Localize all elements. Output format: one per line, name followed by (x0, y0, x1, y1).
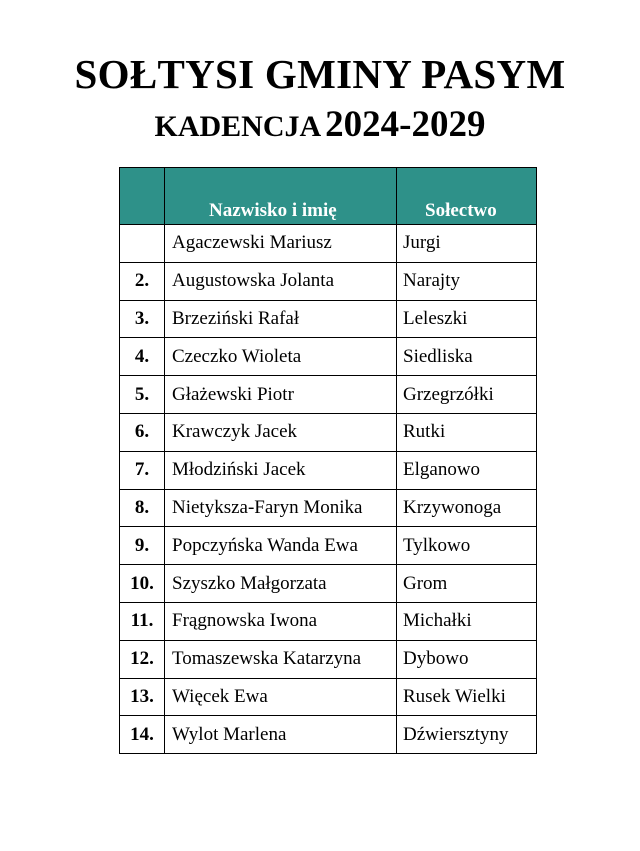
row-name: Wylot Marlena (165, 716, 397, 754)
row-name: Głażewski Piotr (165, 376, 397, 414)
row-village: Siedliska (397, 338, 537, 376)
row-name: Augustowska Jolanta (165, 262, 397, 300)
table-row (120, 640, 537, 678)
row-village: Michałki (397, 602, 537, 640)
table-row (120, 489, 537, 527)
table-row (120, 225, 537, 263)
row-number (120, 225, 165, 263)
column-header-village: Sołectwo (397, 168, 537, 225)
table-row (120, 678, 537, 716)
row-number: 3. (120, 300, 165, 338)
village-heads-table (119, 167, 537, 754)
row-name: Popczyńska Wanda Ewa (165, 527, 397, 565)
row-name: Czeczko Wioleta (165, 338, 397, 376)
table-header-row (120, 168, 537, 225)
row-number: 11. (120, 602, 165, 640)
row-village: Rutki (397, 413, 537, 451)
table-row (120, 338, 537, 376)
table-row (120, 602, 537, 640)
row-village: Rusek Wielki (397, 678, 537, 716)
row-number: 8. (120, 489, 165, 527)
term-label: KADENCJA (154, 110, 322, 143)
row-number: 7. (120, 451, 165, 489)
table-row (120, 300, 537, 338)
row-village: Jurgi (397, 225, 537, 263)
row-number: 6. (120, 413, 165, 451)
column-header-name: Nazwisko i imię (165, 168, 397, 225)
row-village: Krzywonoga (397, 489, 537, 527)
row-number: 4. (120, 338, 165, 376)
table-row (120, 716, 537, 754)
table-row (120, 262, 537, 300)
table-row (120, 413, 537, 451)
row-village: Elganowo (397, 451, 537, 489)
row-number: 14. (120, 716, 165, 754)
row-name: Tomaszewska Katarzyna (165, 640, 397, 678)
row-village: Grom (397, 565, 537, 603)
row-number: 10. (120, 565, 165, 603)
table-row (120, 376, 537, 414)
table-row (120, 527, 537, 565)
row-village: Grzegrzółki (397, 376, 537, 414)
row-name: Agaczewski Mariusz (165, 225, 397, 263)
row-name: Brzeziński Rafał (165, 300, 397, 338)
row-name: Szyszko Małgorzata (165, 565, 397, 603)
page-subtitle (0, 100, 640, 157)
row-name: Więcek Ewa (165, 678, 397, 716)
row-number: 13. (120, 678, 165, 716)
row-village: Tylkowo (397, 527, 537, 565)
table-row (120, 451, 537, 489)
row-name: Nietyksza-Faryn Monika (165, 489, 397, 527)
row-name: Krawczyk Jacek (165, 413, 397, 451)
row-name: Młodziński Jacek (165, 451, 397, 489)
row-number: 9. (120, 527, 165, 565)
row-village: Dybowo (397, 640, 537, 678)
row-village: Narajty (397, 262, 537, 300)
term-years: 2024-2029 (325, 104, 486, 145)
row-name: Frągnowska Iwona (165, 602, 397, 640)
column-header-number (120, 168, 165, 225)
row-number: 2. (120, 262, 165, 300)
page-title: SOŁTYSI GMINY PASYM (74, 51, 566, 97)
row-village: Dźwiersztyny (397, 716, 537, 754)
row-village: Leleszki (397, 300, 537, 338)
table-row (120, 565, 537, 603)
row-number: 12. (120, 640, 165, 678)
row-number: 5. (120, 376, 165, 414)
